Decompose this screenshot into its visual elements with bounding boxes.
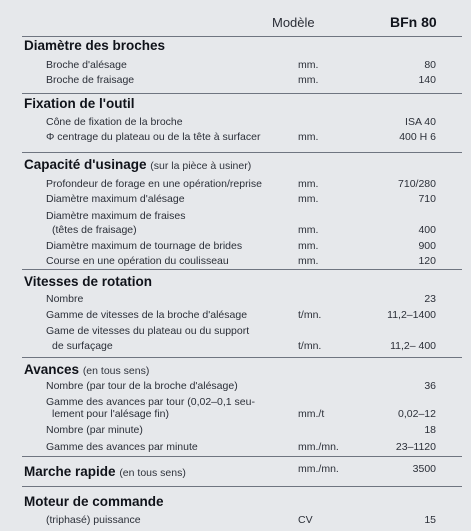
spec-label: lement pour l'alésage fin) [52,408,169,420]
spec-value: 710 [418,193,436,205]
spec-row [0,210,471,224]
spec-label: Gamme de vitesses de la broche d'alésage [46,309,248,321]
section-title [24,274,152,289]
model-label: Modèle [272,15,315,30]
spec-row [0,224,471,238]
section-note: (sur la pièce à usiner) [150,160,252,172]
spec-value: 3500 [412,463,436,475]
spec-label: Gamme des avances par minute [46,441,198,453]
spec-unit: CV [298,514,313,526]
spec-row [0,309,471,323]
spec-value: 23 [424,293,436,305]
spec-row [0,193,471,207]
section-divider [22,36,462,37]
section-title [24,96,134,111]
spec-row [0,255,471,269]
spec-value: 15 [424,514,436,526]
spec-label: Profondeur de forage en une opération/reprise [46,178,262,190]
spec-label: (têtes de fraisage) [52,224,137,236]
section-title-text: Moteur de commande [24,494,164,509]
spec-value: 11,2– 400 [390,340,436,352]
spec-row [0,380,471,394]
spec-row [0,463,471,477]
spec-row [0,293,471,307]
section-divider [22,152,462,153]
spec-unit: t/mn. [298,309,322,321]
spec-row [0,116,471,130]
spec-label: (triphasé) puissance [46,514,141,526]
spec-value: 710/280 [398,178,436,190]
spec-row [0,74,471,88]
model-value: BFn 80 [390,14,437,30]
spec-value: ISA 40 [405,116,436,128]
spec-value: 36 [424,380,436,392]
spec-unit: mm. [298,74,319,86]
spec-label: Gamme des avances par tour (0,02–0,1 seu- [46,396,255,408]
section-title-text: Capacité d'usinage [24,157,147,172]
spec-label: Broche d'alésage [46,59,127,71]
section-title [24,38,165,53]
section-title [24,157,251,172]
spec-row [0,514,471,528]
spec-label: Game de vitesses du plateau ou du support [46,325,250,337]
spec-unit: mm. [298,240,319,252]
section-title-text: Vitesses de rotation [24,274,153,289]
spec-value: 120 [418,255,436,267]
spec-row [0,340,471,354]
spec-label: de surfaçage [52,340,113,352]
section-note: (en tous sens) [119,467,186,479]
spec-label: Diamètre maximum de tournage de brides [46,240,243,252]
section-divider [22,456,462,457]
spec-value: 140 [418,74,436,86]
spec-value: 11,2–1400 [387,309,436,321]
spec-row [0,441,471,455]
spec-row [0,240,471,254]
spec-unit: mm./mn. [298,463,339,475]
section-title-text: Marche rapide [24,464,116,479]
spec-value: 400 H 6 [399,131,436,143]
spec-label: Nombre (par minute) [46,424,143,436]
section-divider [22,357,462,358]
spec-label: Diamètre maximum de fraises [46,210,186,222]
spec-unit: mm./mn. [298,441,339,453]
spec-value: 80 [424,59,436,71]
spec-label: Diamètre maximum d'alésage [46,193,185,205]
spec-unit: mm. [298,59,319,71]
spec-label: Nombre (par tour de la broche d'alésage) [46,380,238,392]
spec-row [0,131,471,145]
spec-label: Cône de fixation de la broche [46,116,183,128]
spec-unit: mm. [298,193,319,205]
spec-unit: t/mn. [298,340,322,352]
spec-label: Broche de fraisage [46,74,135,86]
section-title [24,494,164,509]
section-note: (en tous sens) [82,365,150,377]
section-title-text: Avances [24,362,80,377]
spec-row [0,59,471,73]
spec-row [0,178,471,192]
section-title-text: Diamètre des broches [24,38,166,53]
spec-row [0,424,471,438]
section-divider [22,269,462,270]
section-title [24,362,149,377]
section-divider [22,486,462,487]
spec-unit: mm. [298,255,319,267]
spec-value: 0,02–12 [398,408,436,420]
spec-unit: mm. [298,224,319,236]
spec-row [0,408,471,422]
spec-unit: mm. [298,178,319,190]
spec-label: Φ centrage du plateau ou de la tête à surfacer [46,131,261,143]
spec-unit: mm./t [298,408,325,420]
spec-label: Course en une opération du coulisseau [46,255,229,267]
spec-label: Nombre [46,293,84,305]
spec-value: 18 [424,424,436,436]
spec-row [0,325,471,339]
spec-value: 900 [418,240,436,252]
section-title-text: Fixation de l'outil [24,96,135,111]
spec-value: 400 [418,224,436,236]
section-divider [22,93,462,94]
spec-value: 23–1120 [395,441,436,453]
spec-unit: mm. [298,131,319,143]
